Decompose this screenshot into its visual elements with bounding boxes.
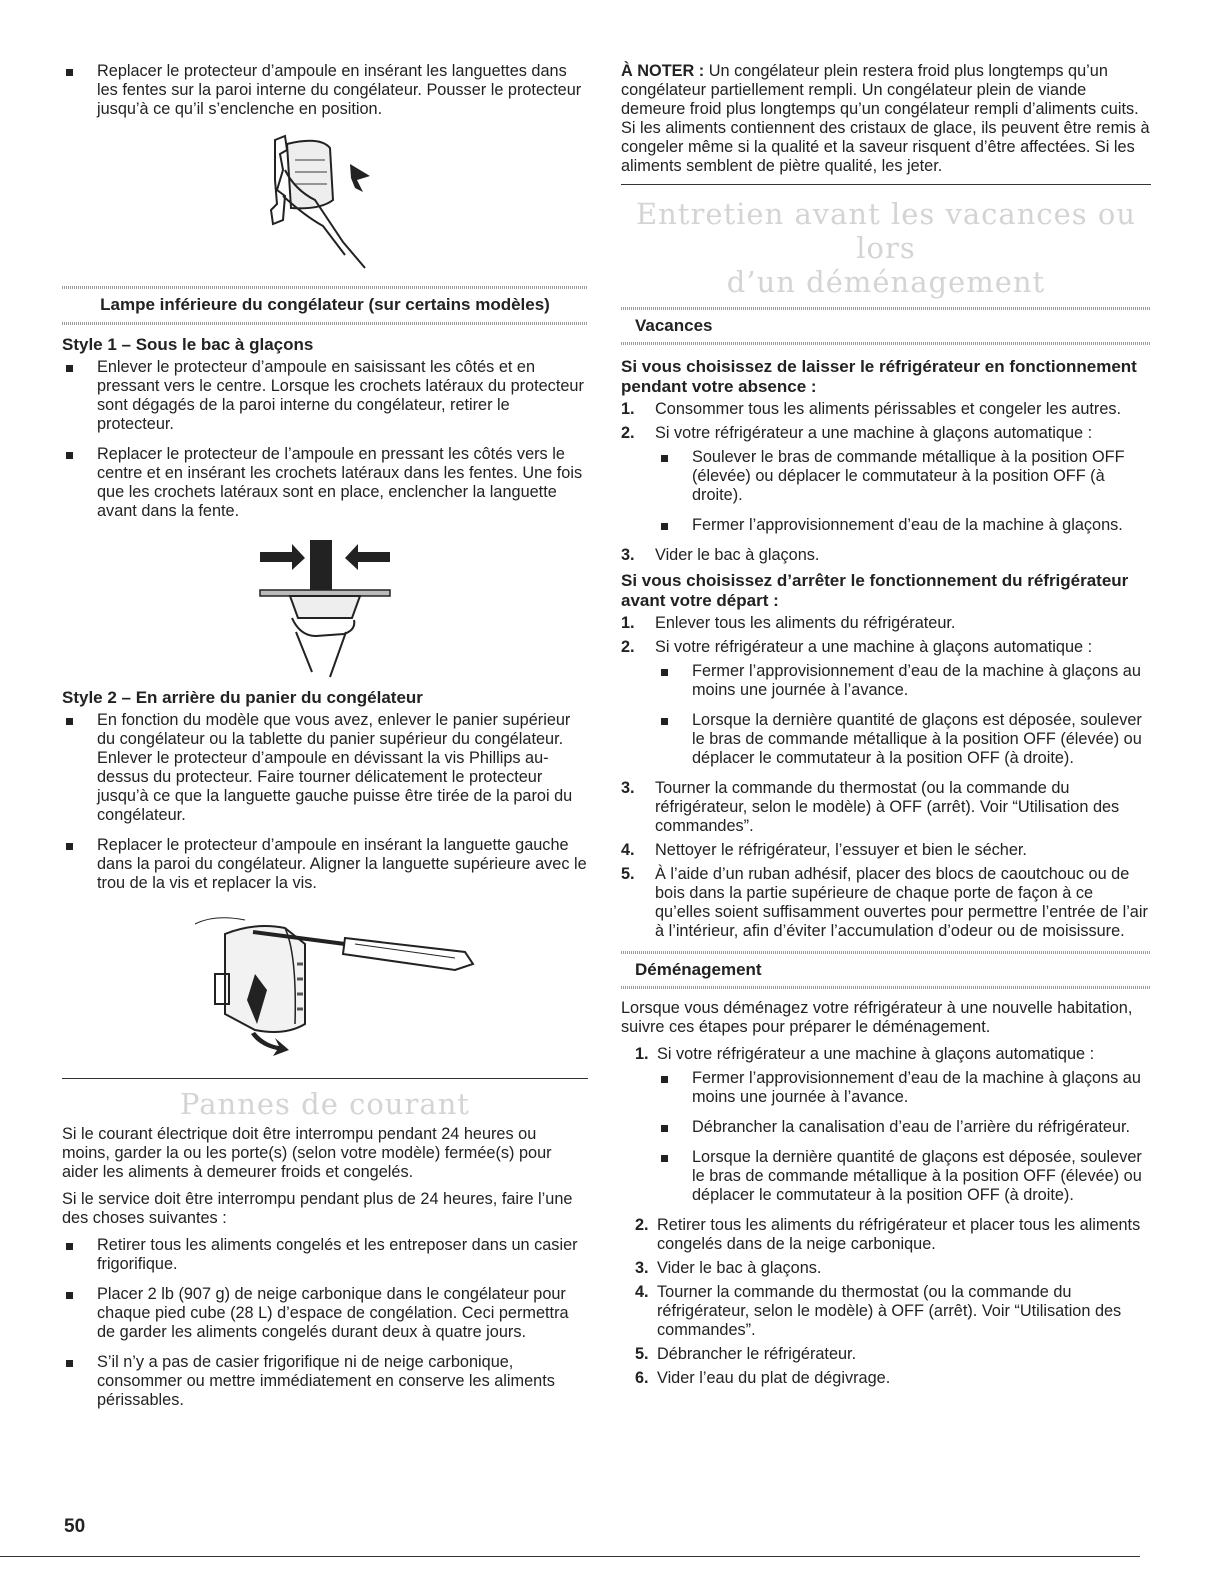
list-item: 1. Si votre réfrigérateur a une machine à glaçons automatique : (635, 1045, 1095, 1063)
right-column (621, 62, 1151, 1393)
list-item: 4. Tourner la commande du thermostat (ou la commande du réfrigérateur, selon le modèle) à OFF (arrêt). Voir “Utilisation des commandes”. (635, 1283, 1122, 1339)
vacation-moving-title (621, 197, 1151, 299)
note-text: Un congélateur plein restera froid plus longtemps qu’un congélateur partiellement rempli. Un congélateur plein de viande demeure froid plus longtemps qu’un congélateur rempli d’aliments cuits. Si les aliments contiennent des cristaux de glace, ils peuvent être remis à congeler même si la qualité et la saveur risquent d’être affectées. Si les aliments semblent de piètre qualité, les jeter. (621, 62, 1150, 175)
sub-bullet: Fermer l’approvisionnement d’eau de la machine à glaçons au moins une journée à l’avance. (657, 662, 1151, 700)
vacation-title-line1: Entretien avant les vacances ou lors (635, 197, 1137, 265)
power-paragraph: Si le courant électrique doit être interrompu pendant 24 heures ou moins, garder la ou les porte(s) (selon votre modèle) fermée(s) pour aider les aliments à demeurer froids et congelés. (62, 1125, 552, 1181)
list-item: 5. À l’aide d’un ruban adhésif, placer des blocs de caoutchouc ou de bois dans la partie supérieure de chaque porte de façon à ce qu’elles soient suffisamment ouvertes pour permettre l’entrée de l’air à l’intérieur, afin d’éviter l’accumulation d’odeur ou de moisissure. (621, 865, 1148, 940)
turn-off-heading: Si vous choisissez d’arrêter le fonctionnement du réfrigérateur avant votre départ : (621, 571, 1129, 610)
power-bullet: Placer 2 lb (907 g) de neige carbonique dans le congélateur pour chaque pied cube (28 L) d’espace de congélation. Ceci permettra de garder les aliments congelés durant deux à quatre jours. (62, 1285, 588, 1342)
style1-heading: Style 1 – Sous le bac à glaçons (62, 335, 314, 354)
power-bullet: S’il n’y a pas de casier frigorifique ni de neige carbonique, consommer ou mettre immédiatement en conserve les aliments périssables. (62, 1353, 588, 1410)
moving-title: Déménagement (635, 960, 762, 979)
list-item: 1. Enlever tous les aliments du réfrigérateur. (621, 614, 956, 632)
style2-bullet: Replacer le protecteur d’ampoule en insérant la languette gauche dans la paroi du congélateur. Aligner la languette supérieure avec le trou de la vis et replacer la vis. (62, 836, 588, 893)
sub-bullet: Lorsque la dernière quantité de glaçons est déposée, soulever le bras de commande métallique à la position OFF (élevée) ou déplacer le commutateur à la position OFF (à droite). (657, 1148, 1151, 1205)
intro-bullet: Replacer le protecteur d’ampoule en insérant les languettes dans les fentes sur la paroi interne du congélateur. Pousser le protecteur jusqu’à ce qu’il s’enclenche en position. (62, 62, 588, 119)
bottom-rule (0, 1556, 1140, 1557)
divider (62, 1078, 588, 1079)
lamp-section-title: Lampe inférieure du congélateur (sur certains modèles) (100, 295, 550, 314)
power-bullet: Retirer tous les aliments congelés et les entreposer dans un casier frigorifique. (62, 1236, 588, 1274)
leave-on-heading: Si vous choisissez de laisser le réfrigérateur en fonctionnement pendant votre absence : (621, 357, 1137, 396)
power-outage-title: Pannes de courant (180, 1087, 470, 1121)
sub-bullet: Soulever le bras de commande métallique à la position OFF (élevée) ou déplacer le commutateur à la position OFF (à droite). (657, 448, 1151, 505)
style2-bullet: En fonction du modèle que vous avez, enlever le panier supérieur du congélateur ou la tablette du panier supérieur du congélateur. Enlever le protecteur d’ampoule en dévissant la vis Phillips au-dessus du protecteur. Faire tourner délicatement le protecteur jusqu’à ce que la languette gauche puisse être tirée de la paroi du congélateur. (62, 711, 588, 825)
divider (62, 322, 588, 325)
sub-bullet: Fermer l’approvisionnement d’eau de la machine à glaçons au moins une journée à l’avance. (657, 1069, 1151, 1107)
list-item: 2. Si votre réfrigérateur a une machine à glaçons automatique : (621, 424, 1093, 442)
list-item: 3. Vider le bac à glaçons. (621, 546, 820, 564)
screwdriver-illustration (155, 904, 495, 1064)
sub-bullet: Fermer l’approvisionnement d’eau de la machine à glaçons. (657, 516, 1151, 535)
divider (621, 342, 1151, 345)
note-label: À NOTER : (621, 62, 705, 80)
list-item: 2. Retirer tous les aliments du réfrigérateur et placer tous les aliments congelés dans de la neige carbonique. (635, 1216, 1141, 1253)
divider (621, 986, 1151, 989)
divider (621, 184, 1151, 185)
list-item: 3. Tourner la commande du thermostat (ou la commande du réfrigérateur, selon le modèle) à OFF (arrêt). Voir “Utilisation des commandes”. (621, 779, 1120, 835)
list-item: 2. Si votre réfrigérateur a une machine à glaçons automatique : (621, 638, 1093, 656)
note-paragraph (621, 62, 1151, 176)
list-item: 6. Vider l’eau du plat de dégivrage. (635, 1369, 891, 1387)
style1-bullet: Enlever le protecteur d’ampoule en saisissant les côtés et en pressant vers le centre. Lorsque les crochets latéraux du protecteur sont dégagés de la paroi interne du congélateur, retirer le protecteur. (62, 358, 588, 434)
sub-bullet: Lorsque la dernière quantité de glaçons est déposée, soulever le bras de commande métallique à la position OFF (élevée) ou déplacer le commutateur à la position OFF (à droite). (657, 711, 1151, 768)
list-item: 4. Nettoyer le réfrigérateur, l’essuyer et bien le sécher. (621, 841, 1027, 859)
page-number: 50 (64, 1516, 86, 1537)
vacation-title-line2: d’un déménagement (726, 265, 1046, 299)
style2-heading: Style 2 – En arrière du panier du congélateur (62, 688, 423, 707)
bulb-cover-insert-illustration (225, 130, 425, 280)
list-item: 1. Consommer tous les aliments périssables et congeler les autres. (621, 400, 1122, 418)
style1-bullet: Replacer le protecteur de l’ampoule en pressant les côtés vers le centre et en insérant les crochets latéraux dans les fentes. Une fois que les crochets latéraux sont en place, enclencher la languette avant dans la fente. (62, 445, 588, 521)
moving-intro: Lorsque vous déménagez votre réfrigérateur à une nouvelle habitation, suivre ces étapes pour préparer le déménagement. (621, 999, 1133, 1036)
list-item: 3. Vider le bac à glaçons. (635, 1259, 822, 1277)
list-item: 5. Débrancher le réfrigérateur. (635, 1345, 857, 1363)
lower-lamp-illustration (220, 532, 430, 682)
left-column (62, 62, 588, 1421)
sub-bullet: Débrancher la canalisation d’eau de l’arrière du réfrigérateur. (657, 1118, 1151, 1137)
power-paragraph: Si le service doit être interrompu pendant plus de 24 heures, faire l’une des choses suivantes : (62, 1190, 573, 1227)
vacances-title: Vacances (635, 316, 713, 335)
